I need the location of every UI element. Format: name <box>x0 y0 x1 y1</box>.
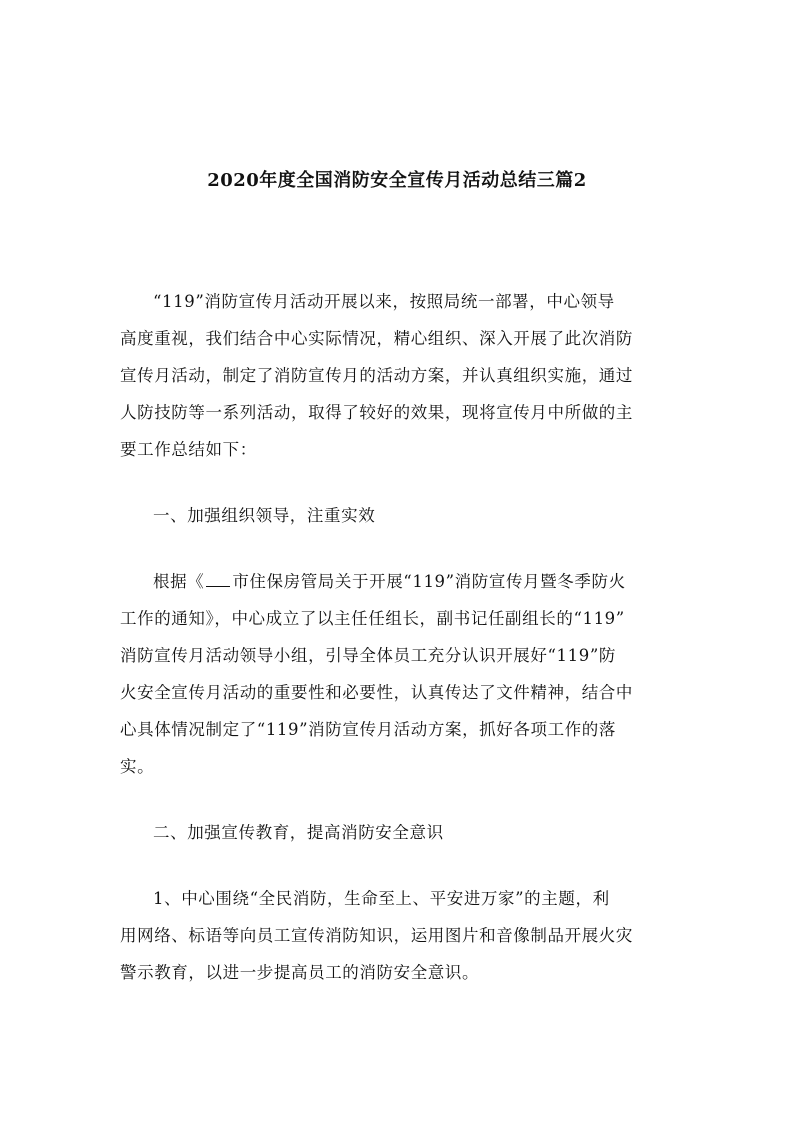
text-line-with-blank <box>120 563 680 600</box>
section-heading-2 <box>120 814 680 851</box>
paragraph-gap <box>120 534 680 563</box>
heading-text: 二、加强宣传教育，提高消防安全意识 <box>153 823 444 842</box>
text-line: 用网络、标语等向员工宣传消防知识，运用图片和音像制品开展火灾 <box>120 926 633 945</box>
text-line: 人防技防等一系列活动，取得了较好的效果，现将宣传月中所做的主 <box>120 403 633 422</box>
text-line: 宣传月活动，制定了消防宣传月的活动方案，并认真组织实施，通过 <box>120 366 633 385</box>
text-line: 火安全宣传月活动的重要性和必要性，认真传达了文件精神，结合中 <box>120 683 633 702</box>
text-after-blank: 市住保房管局关于开展“119”消防宣传月暨冬季防火 <box>232 572 626 591</box>
section-1-paragraph <box>120 563 680 785</box>
text-before-blank: 根据《 <box>153 572 205 591</box>
text-line: 工作的通知》，中心成立了以主任任组长，副书记任副组长的“119” <box>120 609 625 628</box>
text-line: 消防宣传月活动领导小组，引导全体员工充分认识开展好“119”防 <box>120 646 616 665</box>
text-line: “119”消防宣传月活动开展以来，按照局统一部署，中心领导 <box>153 292 615 311</box>
text-line: 高度重视，我们结合中心实际情况，精心组织、深入开展了此次消防 <box>120 329 633 348</box>
text-line: 要工作总结如下： <box>120 440 257 459</box>
fill-in-blank <box>206 572 230 587</box>
document-title: 2020年度全国消防安全宣传月活动总结三篇2 <box>207 170 587 191</box>
paragraph-gap <box>120 785 680 814</box>
heading-text: 一、加强组织领导，注重实效 <box>153 506 376 525</box>
section-2-paragraph <box>120 880 680 991</box>
text-line: 心具体情况制定了“119”消防宣传月活动方案，抓好各项工作的落 <box>120 720 616 739</box>
text-line: 实。 <box>120 757 155 776</box>
document-body <box>120 283 680 991</box>
paragraph-gap <box>120 851 680 880</box>
text-line: 1、中心围绕“全民消防，生命至上、平安进万家”的主题，利 <box>153 889 610 908</box>
intro-paragraph <box>120 283 680 468</box>
text-line: 警示教育，以进一步提高员工的消防安全意识。 <box>120 963 480 982</box>
section-heading-1 <box>120 497 680 534</box>
paragraph-gap <box>120 468 680 497</box>
